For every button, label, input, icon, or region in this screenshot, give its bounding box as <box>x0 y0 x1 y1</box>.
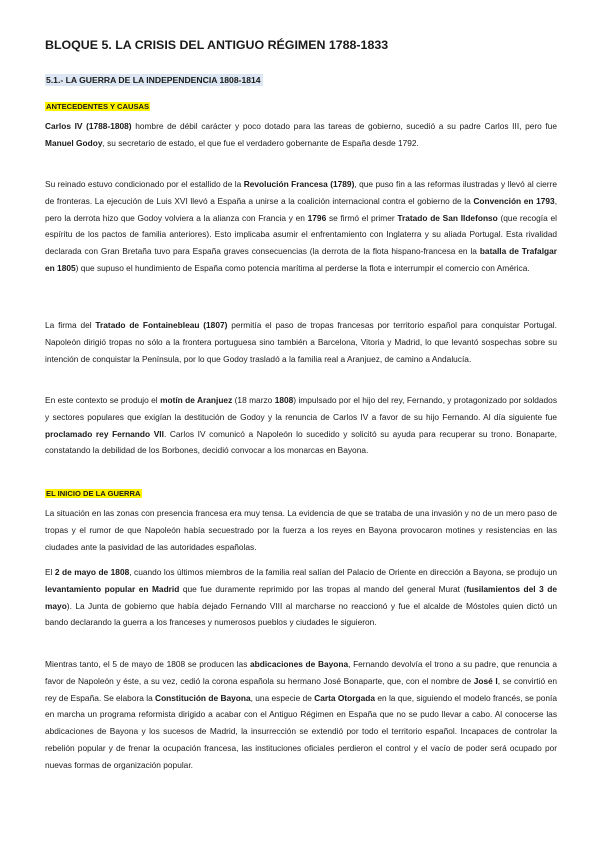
paragraph-carlos-iv <box>45 118 557 152</box>
text-run: hombre de débil carácter y poco dotado para las tareas de gobierno, sucedió a su padre Carlos III, pero fue <box>131 121 557 131</box>
bold-run: Tratado de San Ildefonso <box>397 212 498 223</box>
bold-run: Convención en 1793 <box>473 195 555 206</box>
bold-run: José I <box>473 675 498 686</box>
bold-run: Carta Otorgada <box>314 692 375 703</box>
text-run: , cuando los últimos miembros de la familia real salían del Palacio de Oriente en dirección a Bayona, se produjo un <box>129 567 557 577</box>
paragraph-abdicaciones <box>45 656 557 774</box>
bold-run: (1807) <box>203 320 228 330</box>
bold-run: Manuel Godoy <box>45 137 103 148</box>
bold-run: batalla de Trafalgar en 1805 <box>45 246 557 273</box>
text-run: en la que, siguiendo el modelo francés, se ponía en marcha un programa reformista dirigido a acabar con el Antiguo Régimen en España que no se pudo llevar a cabo. Al conocerse las abdicaciones de Bayona y los sucesos de Madrid, la insurrección se extendió por todo el territorio español. Incapaces de controlar la rebelión popular y de frenar la ocupación francesa, las instituciones oficiales perdieron el control y el vacío de poder será ocupado por nuevas formas de organización popular. <box>45 692 557 770</box>
bold-run: Tratado de Fontainebleau <box>95 320 200 330</box>
text-run: (que recogía el espíritu de los pactos de familia anteriores). Esto implicaba asumir el enfrentamiento con Inglaterra y su aliada Portugal. Esta rivalidad declarada con Gran Bretaña tuvo para España graves consecuencias (la derrota de la flota hispano-francesa en la <box>45 212 557 257</box>
text-run: Su reinado estuvo condicionado por el estallido de la <box>45 179 244 189</box>
paragraph-situacion <box>45 505 557 555</box>
bold-run: Carlos IV <box>45 121 83 131</box>
bold-run: motín de Aranjuez <box>160 395 233 405</box>
text-run: La firma del <box>45 320 96 330</box>
text-run: , que puso fin a las reformas ilustradas y llevó al cierre de fronteras. La ejecución de Luis XVI llevó a España a unirse a la coalición internacional contra el gobierno de la <box>45 179 557 206</box>
bold-run: (1789) <box>330 179 355 189</box>
paragraph-dos-de-mayo <box>45 564 557 631</box>
bold-run: 1796 <box>307 212 327 223</box>
text-run: . Carlos IV comunicó a Napoleón lo sucedido y solicitó su ayuda para recuperar su trono. Bonaparte, constatando la debilidad de los Borbones, decidió convocar a los monarcas en Bayona. <box>45 428 557 456</box>
text-run: (18 marzo <box>232 395 275 405</box>
paragraph-fontainebleau <box>45 317 557 367</box>
bold-run: 2 de mayo de 1808 <box>54 567 130 577</box>
text-run: , una especie de <box>250 692 315 703</box>
text-run: se firmó el primer <box>326 212 398 223</box>
bold-run: Constitución de Bayona <box>155 692 251 703</box>
bold-run: levantamiento popular en Madrid <box>45 583 180 594</box>
text-run: La situación en las zonas con presencia francesa era muy tensa. La evidencia de que se trataba de una invasión y no de un mero paso de tropas y el rumor de que Napoleón había secuestrado por la fuerza a los reyes en Bayona provocaron motines y resistencias en las ciudades ante la pasividad de las autoridades españolas. <box>45 508 557 552</box>
text-run: ). La Junta de gobierno que había dejado Fernando VIII al marcharse no reaccionó y fue el alcalde de Móstoles quien dictó un bando declarando la guerra a los franceses y numerosos pueblos y ciudades le siguieron. <box>45 600 557 628</box>
text-run: , su secretario de estado, el que fue el verdadero gobernante de España desde 1792. <box>102 137 419 148</box>
text-run: , se convirtió en rey de España. Se elabora la <box>45 675 557 703</box>
subheading-inicio-guerra: EL INICIO DE LA GUERRA <box>46 489 141 498</box>
bold-run: abdicaciones de Bayona <box>250 659 349 669</box>
document-title: BLOQUE 5. LA CRISIS DEL ANTIGUO RÉGIMEN 1788-1833 <box>45 38 389 52</box>
paragraph-revolucion-francesa <box>45 176 557 277</box>
text-run: Mientras tanto, el 5 de mayo de 1808 se producen las <box>45 659 251 669</box>
bold-run: fusilamientos del 3 de mayo <box>45 583 557 611</box>
bold-run: Revolución Francesa <box>243 179 328 189</box>
text-run: ) impulsado por el hijo del rey, Fernando, y protagonizado por soldados y sectores populares que exigían la destitución de Godoy y la renuncia de Carlos IV a favor de su hijo Fernando. Al día siguiente fue <box>45 395 557 422</box>
text-run: , pero la derrota hizo que Godoy volviera a la alianza con Francia y en <box>45 195 558 223</box>
section-heading: 5.1.- LA GUERRA DE LA INDEPENDENCIA 1808-1814 <box>46 75 261 85</box>
subheading-antecedentes: ANTECEDENTES Y CAUSAS <box>46 102 150 111</box>
text-run: que fue duramente reprimido por las tropas al mando del general Murat ( <box>179 583 467 594</box>
text-run: permitía el paso de tropas francesas por territorio español para conquistar Portugal. Napoleón dirigió tropas no sólo a la frontera portuguesa sino también a Barcelona, Vitoria y Madrid, lo que levantó sospechas sobre su intención de conquistar la Península, por lo que Godoy trasladó a la familia real a Aranjuez, de camino a Andalucía. <box>45 320 557 364</box>
bold-run: proclamado rey Fernando VII <box>45 428 164 439</box>
bold-run: 1808 <box>274 395 294 405</box>
bold-run: (1788-1808) <box>86 121 132 131</box>
paragraph-motin-aranjuez <box>45 392 557 459</box>
text-run: , Fernando devolvía el trono a su padre, que renuncia a favor de Napoleón y éste, a su vez, cedió la corona española su hermano José Bonaparte, que, con el nombre de <box>45 659 557 686</box>
text-run: El <box>45 567 55 577</box>
text-run: En este contexto se produjo el <box>45 395 161 405</box>
text-run: ) que supuso el hundimiento de España como potencia marítima al perderse la flota e interrumpir el comercio con América. <box>75 262 530 273</box>
